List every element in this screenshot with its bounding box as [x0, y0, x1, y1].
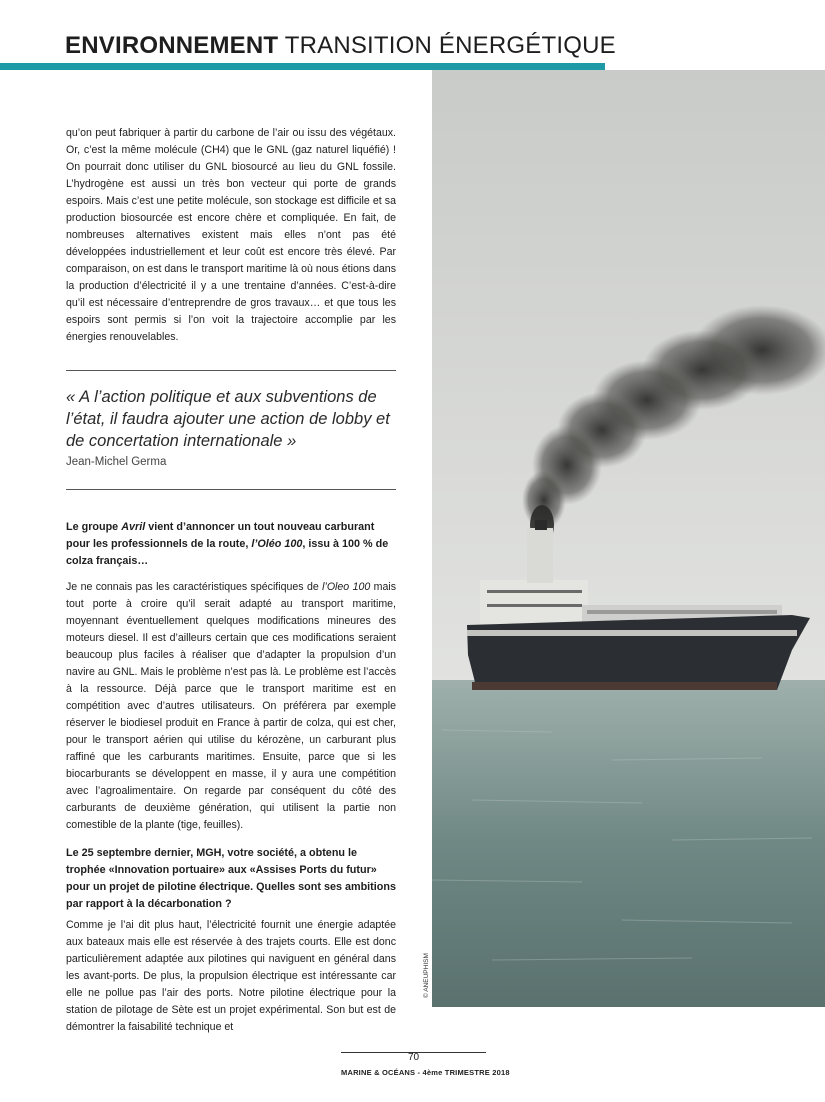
body-paragraph: qu’on peut fabriquer à partir du carbone de l’air ou issu des végétaux. Or, c’est la même molécule (CH4) que le GNL (gaz naturel liquéfié) ! On pourrait donc utiliser du GNL biosourcé au lieu du GNL fossile. L’hydrogène est aussi un très bon vecteur qui porte de grands espoirs. Mais c’est une petite molécule, son stockage est difficile et sa production biosourcée est encore chère et compliquée. En fait, de nombreuses alternatives existent mais elles n’ont pas été développées industriellement et leur coût est encore très élevé. Par comparaison, on est dans le transport maritime là où nous étions dans la production d’électricité il y a une trentaine d’années. C’est-à-dire qu’il est nécessaire d’entreprendre de gros travaux… et que tous les espoirs sont permis si l’on voit la trajectoire accomplie par les énergies renouvelables.: [66, 127, 396, 343]
pull-quote-author: Jean-Michel Germa: [66, 456, 167, 468]
interview-answer: Comme je l’ai dit plus haut, l’électricité fournit une énergie adaptée aux bateaux mais elle est réservée à des trajets courts. Elle est donc particulièrement adaptée aux pilotines qui naviguent en général dans les avant-ports. De plus, la propulsion électrique est intéressante car elle ne pollue pas l’air des ports. Notre pilotine électrique pour la station de pilotage de Sète est un projet expérimental. Son but est de démontrer la faisabilité technique et: [66, 919, 396, 1033]
header-accent-rule: [0, 63, 605, 70]
pull-quote: « A l’action politique et aux subventions de l’état, il faudra ajouter une action de lobby et de concertation internationale »: [66, 388, 390, 450]
section-title-bold: ENVIRONNEMENT: [65, 32, 279, 59]
interview-question: Le 25 septembre dernier, MGH, votre société, a obtenu le trophée «Innovation portuaire» aux «Assises Ports du futur» pour un projet de pilotine électrique. Quelles sont ses ambitions par rapport à la décarbonation ?: [66, 847, 396, 910]
section-header: [65, 34, 616, 58]
page-number: 70: [407, 1052, 420, 1063]
ship-photo: [432, 70, 825, 1007]
publication-footer: MARINE & OCÉANS - 4ème TRIMESTRE 2018: [341, 1068, 510, 1077]
section-title-light: TRANSITION ÉNERGÉTIQUE: [284, 32, 616, 59]
quote-rule-top: [66, 370, 396, 371]
interview-question: Le groupe Avril vient d’annoncer un tout nouveau carburant pour les professionnels de la route, l’Oléo 100, issu à 100 % de colza français…: [66, 521, 389, 567]
photo-credit: © ANEUPHISM: [423, 953, 430, 998]
quote-rule-bottom: [66, 489, 396, 490]
interview-answer: Je ne connais pas les caractéristiques spécifiques de l’Oleo 100 mais tout porte à croire qu’il serait adapté au transport maritime, moyennant éventuellement quelques modifications mineures des moteurs diesel. Il est d’ailleurs certain que ces modifications seraient beaucoup plus faciles à réaliser que d’adapter la propulsion d’un navire au GNL. Mais le problème n’est pas là. Le problème est l’accès à la ressource. Déjà parce que le transport maritime est en compétition avec d’autres utilisateurs. On préférera par exemple réserver le biodiesel produit en France à partir de colza, qui est cher, pour le transport aérien qui utilise du kérozène, un carburant plus raffiné que les carburants maritimes. Ensuite, parce que si les biocarburants se développent en masse, il y aura une compétition avec l’agroalimentaire. On regarde par conséquent du côté des carburants de deuxième génération, qui utilisent la partie non comestible de la plante (tige, feuilles).: [66, 581, 396, 831]
sea: [432, 680, 825, 1007]
